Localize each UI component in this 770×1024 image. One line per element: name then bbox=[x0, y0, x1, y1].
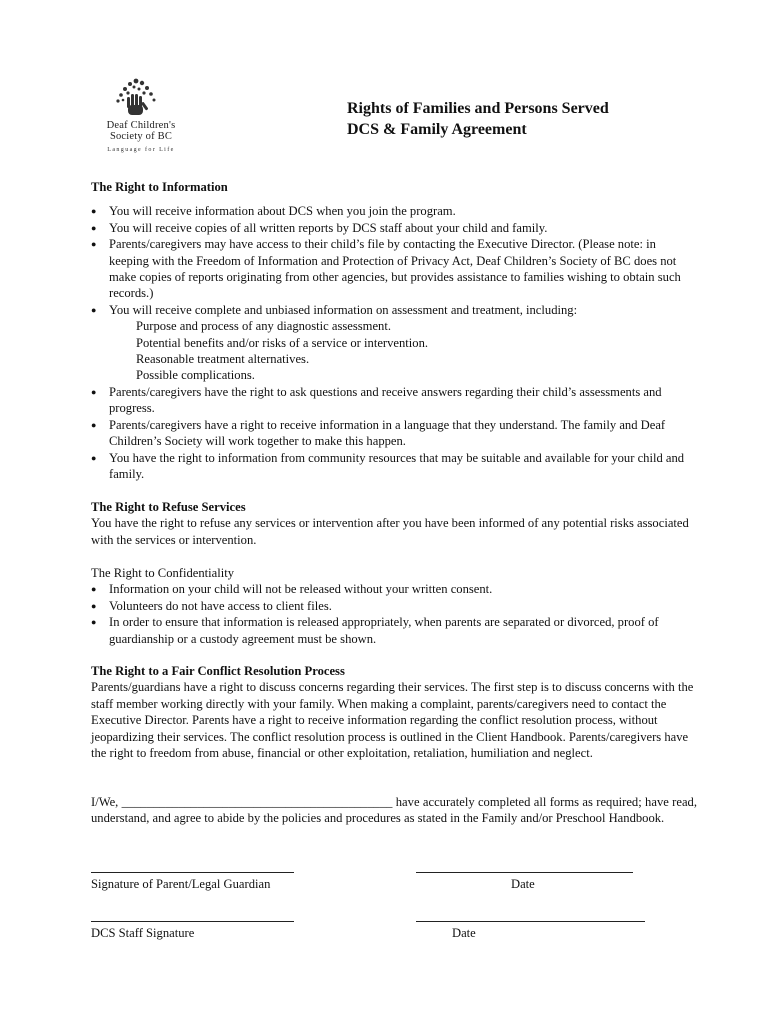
list-item: ● You will receive copies of all written reports by DCS staff about your child and family. bbox=[91, 220, 697, 236]
list-item: ● You will receive information about DCS when you join the program. bbox=[91, 203, 697, 219]
right-to-refuse-section bbox=[91, 499, 697, 548]
staff-signature-label: DCS Staff Signature bbox=[91, 926, 195, 940]
list-item: ● Parents/caregivers have a right to receive information in a language that they understand. The family and Deaf Children’s Society will work together to make this happen. bbox=[91, 417, 697, 450]
list-item: ● Parents/caregivers have the right to ask questions and receive answers regarding their child’s assessments and progress. bbox=[91, 384, 697, 417]
right-to-information-heading: The Right to Information bbox=[91, 180, 228, 194]
title-line2: DCS & Family Agreement bbox=[347, 121, 527, 138]
right-to-refuse-heading: The Right to Refuse Services bbox=[91, 500, 246, 514]
agreement-statement: I/We, ___________________________________________ have accurately completed all forms as required; have read, understand, and agree to abide by the policies and procedures as stated in the Family and/or Preschool Handbook. bbox=[91, 795, 697, 826]
conflict-resolution-heading: The Right to a Fair Conflict Resolution Process bbox=[91, 664, 345, 678]
right-to-refuse-text: You have the right to refuse any services or intervention after you have been informed of any potential risks associated with the services or intervention. bbox=[91, 516, 689, 547]
conflict-resolution-section bbox=[91, 663, 697, 761]
subitem: Potential benefits and/or risks of a service or intervention. bbox=[136, 335, 429, 350]
logo-tagline: Language for Life bbox=[107, 147, 175, 153]
list-item: ● You have the right to information from community resources that may be suitable and available for your child and family. bbox=[91, 450, 697, 483]
hand-tree-icon bbox=[106, 76, 176, 120]
dcs-logo bbox=[92, 76, 192, 154]
title-line1: Rights of Families and Persons Served bbox=[347, 100, 609, 117]
assessment-subitems bbox=[91, 318, 697, 384]
subitem: Possible complications. bbox=[136, 368, 255, 383]
staff-date-line[interactable] bbox=[416, 921, 645, 922]
staff-signature-line[interactable] bbox=[91, 921, 294, 922]
document-title bbox=[347, 98, 609, 140]
right-to-confidentiality-section bbox=[91, 565, 697, 647]
logo-name-line1: Deaf Children's bbox=[106, 120, 176, 131]
subitem: Reasonable treatment alternatives. bbox=[136, 352, 310, 367]
logo-name-line2: Society of BC bbox=[109, 131, 173, 142]
right-to-confidentiality-heading: The Right to Confidentiality bbox=[91, 566, 235, 580]
list-item: ● You will receive complete and unbiased information on assessment and treatment, including: bbox=[91, 302, 697, 318]
list-item: ● In order to ensure that information is released appropriately, when parents are separated or divorced, proof of guardianship or a custody agreement must be shown. bbox=[91, 614, 697, 647]
parent-signature-label: Signature of Parent/Legal Guardian bbox=[91, 877, 271, 891]
staff-date-label: Date bbox=[452, 926, 476, 940]
conflict-resolution-text: Parents/guardians have a right to discuss concerns regarding their services. The first step is to discuss concerns with the staff member working directly with your family. When making a complaint, parents/caregivers need to contact the Executive Director. Parents have a right to receive information regarding the conflict resolution process, without jeopardizing their services. The conflict resolution process is outlined in the Client Handbook. Parents/caregivers have the right to freedom from abuse, financial or other exploitation, retaliation, humiliation and neglect. bbox=[91, 680, 694, 761]
parent-signature-line[interactable] bbox=[91, 872, 294, 873]
right-to-information-section bbox=[91, 179, 697, 482]
parent-date-line[interactable] bbox=[416, 872, 633, 873]
parent-date-label: Date bbox=[511, 877, 535, 891]
list-item: ● Volunteers do not have access to client files. bbox=[91, 598, 697, 614]
subitem: Purpose and process of any diagnostic assessment. bbox=[136, 319, 391, 334]
list-item: ● Information on your child will not be released without your written consent. bbox=[91, 581, 697, 597]
list-item: ● Parents/caregivers may have access to their child’s file by contacting the Executive Director. (Please note: in keeping with the Freedom of Information and Protection of Privacy Act, Deaf Children’s Society of BC does not make copies of reports originating from other agencies, but provides assistance to families wishing to obtain such records.) bbox=[91, 236, 697, 302]
